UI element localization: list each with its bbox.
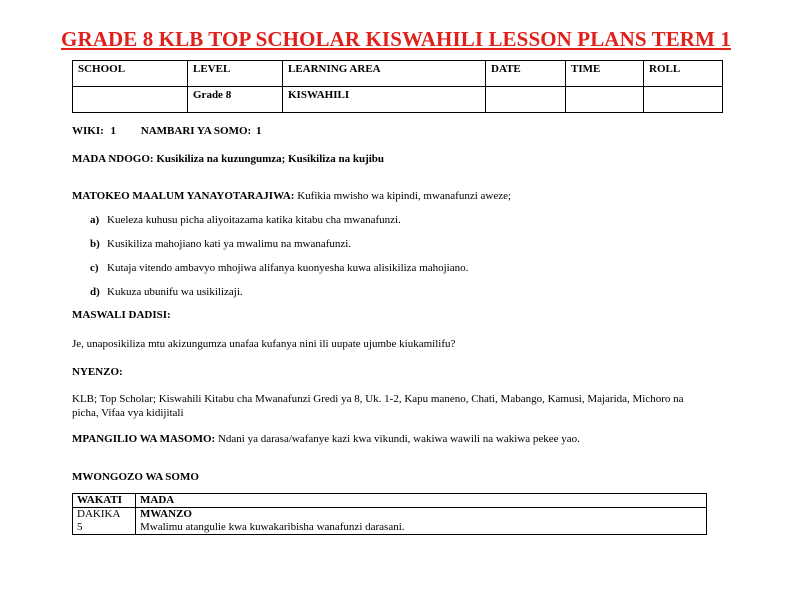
objective-text: Kusikiliza mahojiano kati ya mwalimu na mwanafunzi. <box>107 238 352 250</box>
info-table <box>72 60 723 113</box>
info-table-value-row <box>73 87 723 113</box>
matokeo-label: MATOKEO MAALUM YANAYOTARAJIWA: <box>72 190 295 202</box>
value-level: Grade 8 <box>188 87 283 113</box>
objective-text: Kutaja vitendo ambavyo mhojiwa alifanya kuonyesha kuwa alisikiliza mahojiano. <box>107 262 469 274</box>
mwongozo-heading: MWONGOZO WA SOMO <box>72 471 199 483</box>
page-title: GRADE 8 KLB TOP SCHOLAR KISWAHILI LESSON PLANS TERM 1 <box>61 27 731 51</box>
section-heading: MWANZO <box>140 508 192 520</box>
value-roll <box>644 87 723 113</box>
header-date: DATE <box>486 61 566 87</box>
wiki-line <box>72 125 261 137</box>
value-time <box>566 87 644 113</box>
mpangilio-line <box>72 433 580 445</box>
objective-marker: c) <box>90 262 99 274</box>
nyenzo-heading: NYENZO: <box>72 366 123 378</box>
wiki-label: WIKI: <box>72 125 104 137</box>
value-learning-area: KISWAHILI <box>283 87 486 113</box>
somo-value: 1 <box>255 125 262 137</box>
objective-marker: b) <box>90 238 100 250</box>
header-level: LEVEL <box>188 61 283 87</box>
table-row <box>73 508 707 535</box>
maswali-text: Je, unaposikiliza mtu akizungumza unafaa kufanya nini ili uupate ujumbe kiukamilifu? <box>72 338 456 350</box>
objective-marker: d) <box>90 286 100 298</box>
objective-text: Kukuza ubunifu wa usikilizaji. <box>107 286 243 298</box>
nyenzo-text: KLB; Top Scholar; Kiswahili Kitabu cha Mwanafunzi Gredi ya 8, Uk. 1-2, Kapu maneno, Chati, Mabango, Kamusi, Majarida, Michoro na picha, Vifaa vya kidijitali <box>72 393 684 419</box>
mpangilio-label: MPANGILIO WA MASOMO: <box>72 433 216 445</box>
objective-item <box>90 262 468 274</box>
wiki-value: 1 <box>110 125 117 137</box>
time-unit: DAKIKA <box>77 508 121 520</box>
mpangilio-text: Ndani ya darasa/wafanye kazi kwa vikundi, wakiwa wawili na wakiwa pekee yao. <box>217 433 580 445</box>
header-wakati: WAKATI <box>73 494 136 508</box>
header-mada: MADA <box>136 494 707 508</box>
info-table-header-row <box>73 61 723 87</box>
maswali-heading: MASWALI DADISI: <box>72 309 171 321</box>
section-text: Mwalimu atangulie kwa kuwakaribisha wanafunzi darasani. <box>140 521 405 533</box>
somo-label: NAMBARI YA SOMO: <box>140 125 252 137</box>
header-roll: ROLL <box>644 61 723 87</box>
lesson-table-header-row <box>73 494 707 508</box>
content-cell <box>136 508 707 535</box>
header-school: SCHOOL <box>73 61 188 87</box>
lesson-table <box>72 493 707 535</box>
time-cell <box>73 508 136 535</box>
objective-text: Kueleza kuhusu picha aliyoitazama katika kitabu cha mwanafunzi. <box>107 214 401 226</box>
matokeo-line <box>72 190 511 202</box>
header-learning-area: LEARNING AREA <box>283 61 486 87</box>
header-time: TIME <box>566 61 644 87</box>
value-date <box>486 87 566 113</box>
value-school <box>73 87 188 113</box>
objective-item <box>90 238 351 250</box>
objective-item <box>90 214 401 226</box>
time-value: 5 <box>77 521 83 533</box>
objective-marker: a) <box>90 214 100 226</box>
mada-ndogo: MADA NDOGO: Kusikiliza na kuzungumza; Kusikiliza na kujibu <box>72 153 385 165</box>
matokeo-text: Kufikia mwisho wa kipindi, mwanafunzi aweze; <box>297 190 512 202</box>
objective-item <box>90 286 243 298</box>
